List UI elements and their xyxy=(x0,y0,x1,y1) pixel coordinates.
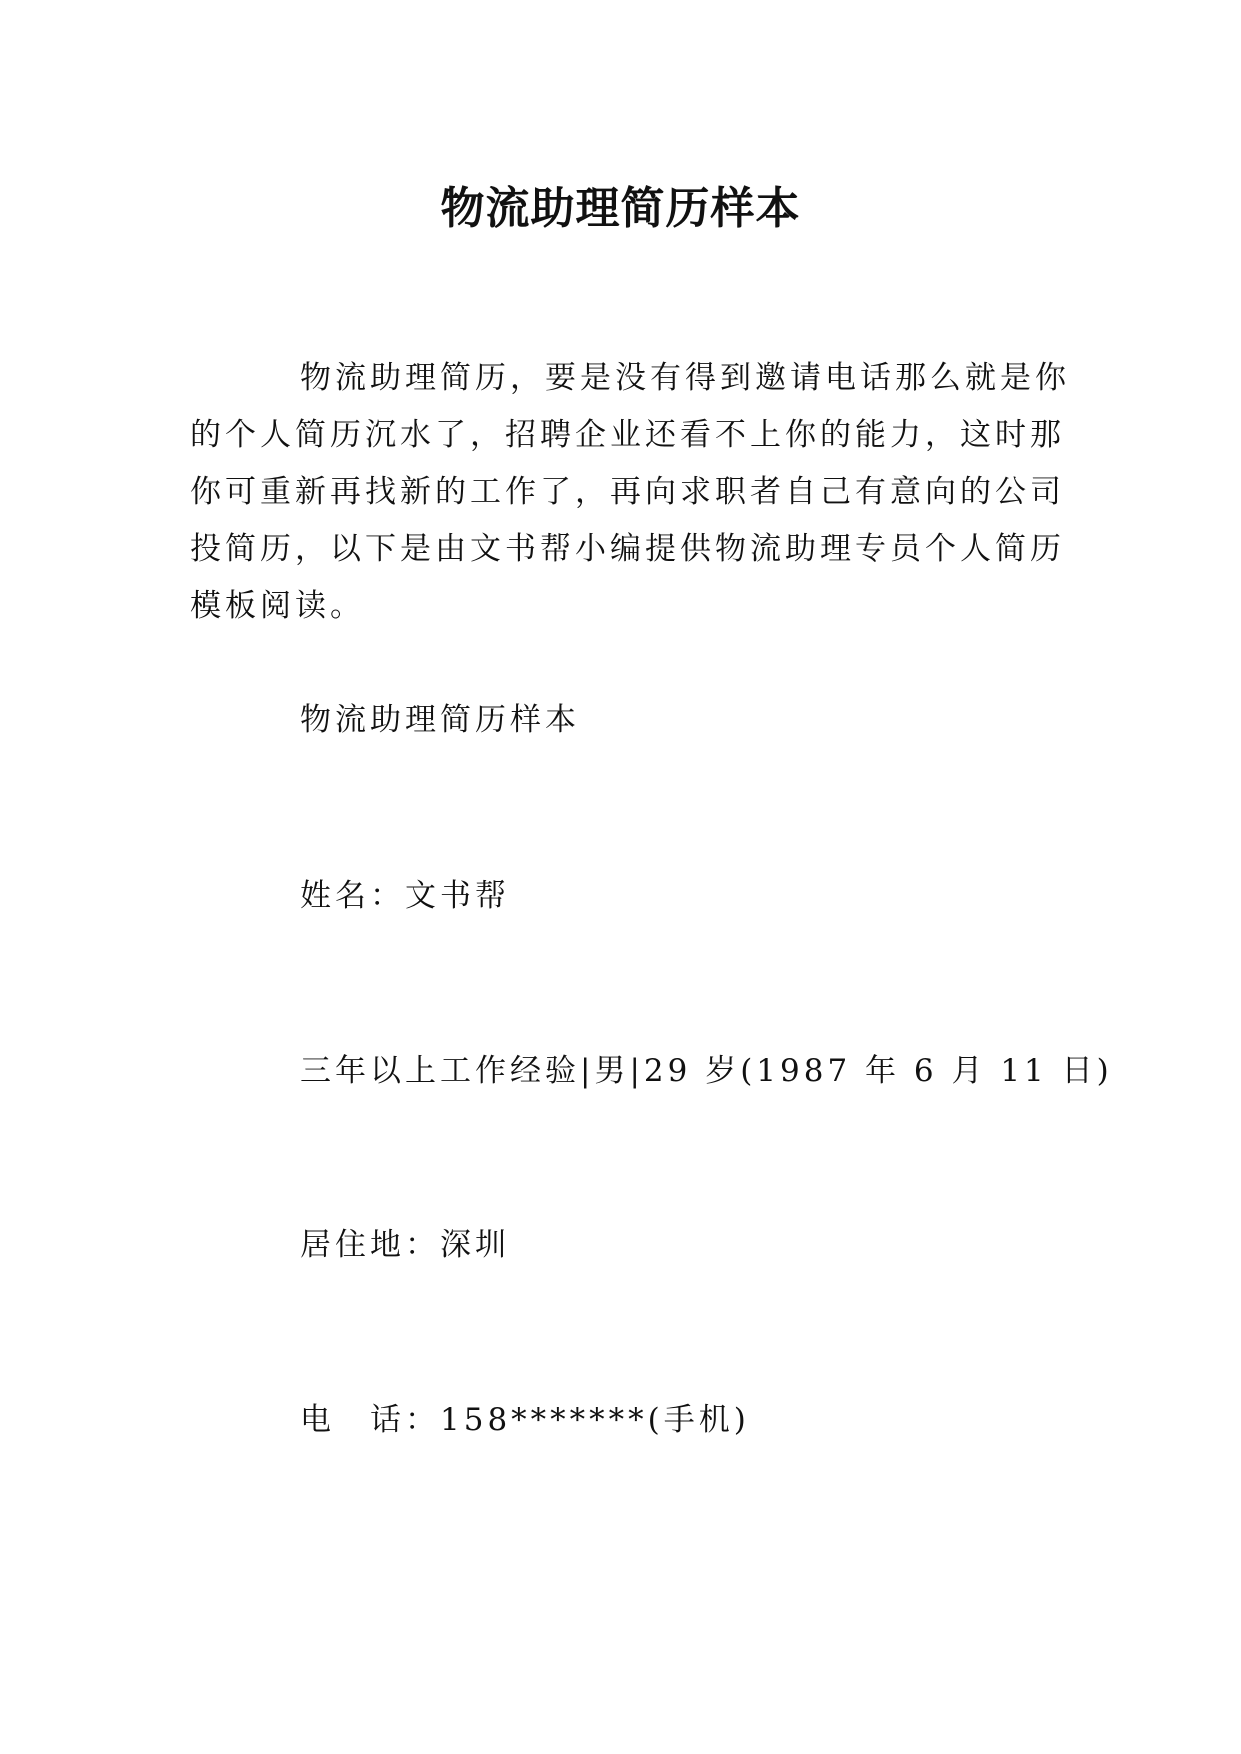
document-title: 物流助理简历样本 xyxy=(440,183,801,235)
resume-heading: 物流助理简历样本 xyxy=(300,702,580,738)
summary-line: 三年以上工作经验|男|29 岁(1987 年 6 月 11 日) xyxy=(300,1053,1113,1089)
residence-line: 居住地：深圳 xyxy=(300,1227,510,1263)
phone-line: 电 话：158*******(手机) xyxy=(300,1402,750,1438)
name-line: 姓名：文书帮 xyxy=(300,878,510,914)
intro-paragraph: 物流助理简历，要是没有得到邀请电话那么就是你的个人简历沉水了，招聘企业还看不上你的能力，这时那你可重新再找新的工作了，再向求职者自己有意向的公司投简历，以下是由文书帮小编提供物流助理专员个人简历模板阅读。 xyxy=(190,360,1070,624)
